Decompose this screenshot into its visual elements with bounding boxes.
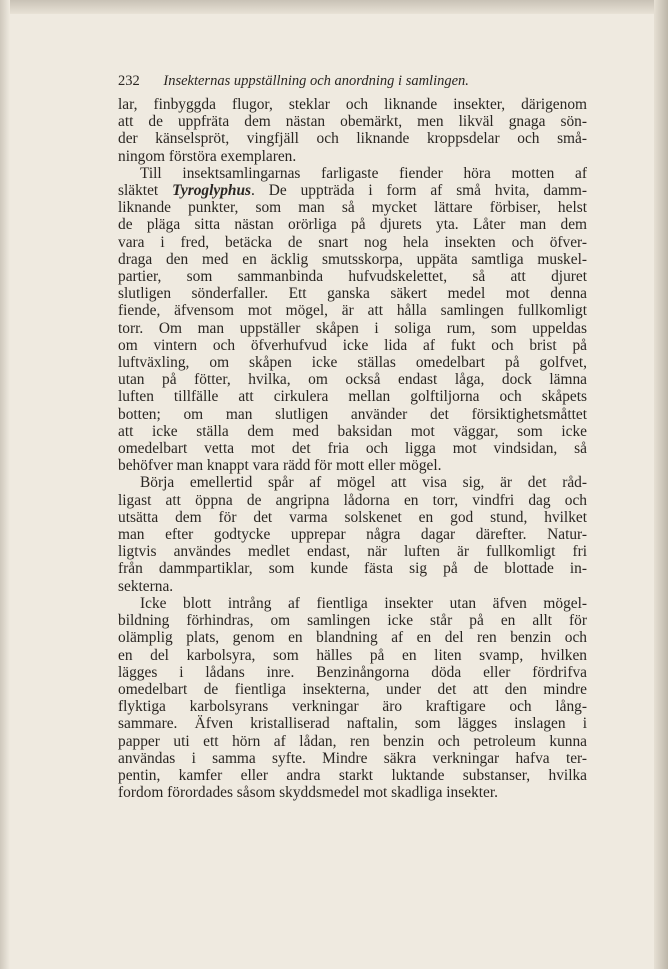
text-line: om vintern och öfverhufvud icke lida af fukt och brist på — [118, 336, 587, 354]
text-line: att icke ställa dem med baksidan mot väggar, som icke — [118, 422, 587, 440]
text-line: luften tillfälle att cirkulera mellan golftiljorna och skåpets — [118, 388, 587, 406]
text-line: ligtvis användes medlet endast, när luften är fullkomligt fri — [118, 543, 587, 561]
text-line: liknande punkter, som man så mycket lättare förbiser, helst — [118, 199, 587, 217]
text-line: ningom förstöra exemplaren. — [118, 147, 297, 165]
running-title: Insekternas uppställning och anordning i samlingen. — [163, 73, 469, 89]
page-number: 232 — [118, 73, 140, 89]
text-line: botten; om man slutligen använder det försiktighetsmåttet — [118, 405, 587, 423]
text-line: fiende, äfvensom mot mögel, är att hålla samlingen fullkomligt — [118, 302, 587, 320]
text-line: papper uti ett hörn af lådan, ren benzin och petroleum kunna — [118, 732, 587, 750]
text-line: pentin, kamfer eller andra starkt luktande substanser, hvilka — [118, 766, 587, 784]
page-right-edge — [654, 0, 668, 969]
text-line: sammare. Äfven kristalliserad naftalin, som lägges inslagen i — [118, 715, 587, 733]
text-line: torr. Om man uppställer skåpen i soliga rum, som uppeldas — [118, 319, 587, 337]
text-line: draga den med en äcklig smutsskorpa, uppäta samtliga muskel- — [118, 250, 587, 268]
text-line: luftväxling, om skåpen icke ställas omedelbart på golfvet, — [118, 354, 587, 372]
text-line: en del karbolsyra, som hälles på en liten svamp, hvilken — [118, 646, 587, 664]
text-line: de pläga sitta nästan orörliga på djurets yta. Låter man dem — [118, 216, 587, 234]
page-top-edge — [0, 0, 668, 14]
text-line: från dammpartiklar, som kunde fästa sig på de blottade in- — [118, 560, 587, 578]
paragraph — [118, 165, 587, 475]
text-line: användas i samma syfte. Mindre säkra verkningar hafva ter- — [118, 749, 587, 767]
text-line: partier, som sammanbinda hufvudskelettet, så att djuret — [118, 268, 587, 286]
text-line: Icke blott intrång af fientliga insekter utan äfven mögel- — [140, 594, 587, 612]
text-line: slutligen sönderfaller. Ett ganska säkert medel mot denna — [118, 285, 587, 303]
text-line: lar, finbyggda flugor, steklar och liknande insekter, därigenom — [118, 96, 587, 113]
paragraph — [118, 96, 587, 165]
text-line: omedelbart vetta mot det fria och ligga mot vindsidan, så — [118, 440, 587, 458]
running-header — [118, 73, 558, 90]
text-line: bildning förhindras, om samlingen icke står på en allt för — [118, 612, 587, 630]
text-line: ligast att öppna de angripna lådorna en torr, vindfri dag och — [118, 491, 587, 509]
text-line: släktet Tyroglyphus. De uppträda i form af små hvita, damm- — [118, 182, 587, 200]
paragraph — [118, 595, 587, 801]
text-line: Till insektsamlingarnas farligaste fiender höra motten af — [140, 164, 587, 182]
text-line: man efter godtycke upprepar några dagar därefter. Natur- — [118, 526, 587, 544]
text-line: behöfver man knappt vara rädd för mott eller mögel. — [118, 457, 442, 475]
text-line: lägges i lådans inre. Benzinångorna döda eller fördrifva — [118, 663, 587, 681]
text-line: fordom förordades såsom skyddsmedel mot skadliga insekter. — [118, 784, 498, 802]
text-line: omedelbart de fientliga insekterna, under det att den mindre — [118, 680, 587, 698]
text-line: utan på fötter, hvilka, om också endast låga, dock lämna — [118, 371, 587, 389]
text-line: flyktiga karbolsyrans verkningar äro kraftigare och lång- — [118, 698, 587, 716]
text-line: sekterna. — [118, 577, 174, 595]
body-text — [118, 96, 587, 801]
text-line: Börja emellertid spår af mögel att visa sig, är det råd- — [140, 474, 587, 492]
page-left-edge — [0, 0, 10, 969]
text-line: der känselspröt, vingfjäll och liknande kroppsdelar och små- — [118, 130, 587, 148]
text-line: vara i fred, betäcka de snart nog hela insekten och öfver- — [118, 233, 587, 251]
text-line: olämplig plats, genom en blandning af en del ren benzin och — [118, 629, 587, 647]
text-line: utsätta dem för det varma solskenet en god stund, hvilket — [118, 508, 587, 526]
paragraph — [118, 474, 587, 594]
text-line: att de uppfräta dem nästan obemärkt, men likväl gnaga sön- — [118, 113, 587, 131]
